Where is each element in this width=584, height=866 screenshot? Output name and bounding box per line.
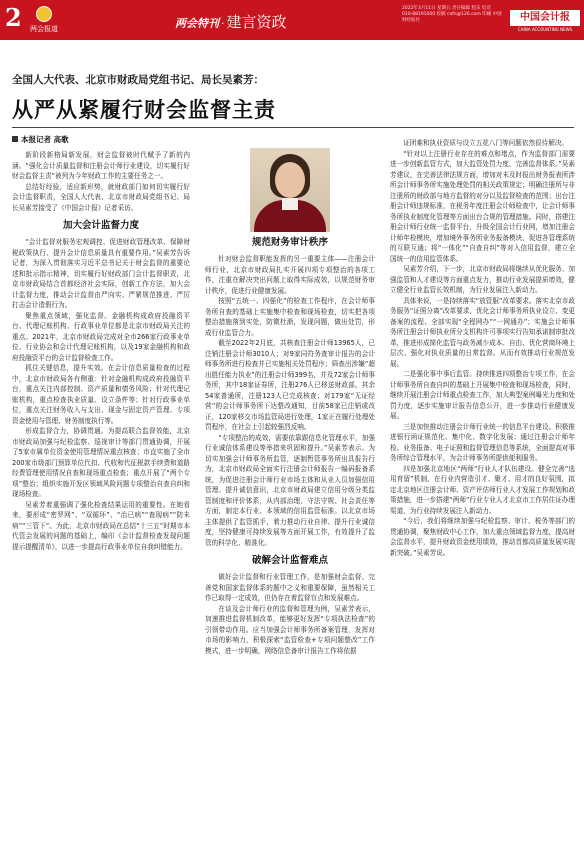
byline — [12, 134, 69, 145]
newspaper-logo-subtitle: CHINA ACCOUNTING NEWS — [517, 27, 573, 32]
portrait-photo — [250, 148, 330, 232]
paragraph: 做好会计监督和行业管理工作，是加强财会监督、完善党和国家监督体系的题中之义和重要保障，虽然相关工作已取得一定成效，但仍存在着监督盲点和发展难点。 — [205, 573, 375, 602]
section-heading: 规范财务审计秩序 — [251, 237, 328, 248]
paragraph: 证团难和执业资质与设立五花八门等问题依然很待解决。 — [403, 139, 569, 147]
paragraph: 按照“五统一、四强化”的检查工作程序，在会计师事务所自查的基础上实施集中检查和现场检查，切实把各项整治措施落到实处，防微杜渐，发现问题，做出处罚，形成行业监管合力。 — [205, 297, 375, 337]
page-header — [0, 0, 584, 40]
byline-text: 本报记者 高歌 — [21, 135, 69, 144]
paragraph: 具体来说，一是持续落实“放管服”改革要求。落实北京市政务服务“证照分离”改革要求，优化会计师事务所执业设立、变更备案的流程、全部实现“全程网办”“一网通办”；实施会计师事务所注册会计师执业所分支机构许可事项实行告知承诺制审批改革，推进形成简化监管与政务减少成本、自由、优化营商环境上层次、强化对执业质量的日常监督。从而有效推动行业规范发展。 — [390, 296, 575, 368]
title-rule — [12, 127, 574, 128]
separator-dot: · — [221, 17, 225, 30]
paragraph: 抓住关键信息，提升实效。在会计信息质量检查的过程中，北京市财政局各有侧重：针对金融机构成政府投融资平台，重点关注内部控制、资产质量和债务风险；针对代理记账机构，重点检查执业质量、设立条件等；针对行政事业单位，重点关注财务收入与支出、现金与固定资产管理、专项资金使用与管理、财务制度执行等。 — [12, 364, 190, 425]
article-kicker: 全国人大代表、北京市财政局党组书记、局长吴素芳： — [12, 74, 264, 86]
article-column-1 — [12, 150, 190, 552]
paragraph: 在谈及会计师行业的监督和管理为例，吴素芳表示，加速推进监督机制改革，能够更好发挥“专项执法检查”的引领带动作用。应当加强会计师事务所备案管理，发挥对市场的影响力，积极探索“监管检查+专项问题整改”工作模式，进一步明确，网络信息备审计报告工作将依据 — [205, 604, 375, 655]
special-issue-label: 两会特刊 — [175, 17, 219, 30]
newspaper-logo: 中国会计报 — [510, 10, 580, 26]
page-number: 2 — [5, 3, 22, 32]
byline-square-icon — [12, 136, 18, 142]
paragraph: 吴素芳介绍，下一步，北京市财政局将继续从优化服务、加强监管和人才建设等方面重点发力，推动行业发展提质增效，健立健全行业监管长效机制，为行业发展注入新动力。 — [390, 265, 575, 294]
section-label: 两会报道 — [30, 25, 58, 33]
article-column-3 — [390, 138, 575, 558]
paragraph: 二是强化事中事后监管。持续推进四项整治专项工作，在会计师事务所自查自纠的基础上开展集中检查和现场检查，同时，继续开展注册会计师重点检查工作，加大典型案例曝光力度和处罚力度，逐步实施审计报告信息公开，进一步推动行业健康发展。 — [390, 370, 575, 420]
paragraph: 四是加强北京地区“两师”行业人才队伍建设。健全完善“选用育留”机制，在行业内营造引才、聚才、用才的良好氛围，拟定北京地区注册会计师、资产评估师行业人才发展工作规划和政策措施，进一步搭建“两师”行业专业人才北京市工作居住证办理渠道，为行业持续发展注入新动力。 — [390, 464, 575, 515]
header-banner — [175, 11, 385, 33]
paragraph: “今后，我们将继续加强与纪检监察、审计、税务等部门的贯通协调，聚焦财政中心工作，加大重点领域监督力度，提高财会监督水平，提升财政资金使用绩效，推动首都高质量发展实现新突破。”吴素芳说。 — [390, 517, 575, 557]
paragraph: 聚焦重点领域，强化监督。金融机构成政府投融资平台、代理记账机构、行政事业单位都是北京市财政局关注的重点。2021年，北京市财政局完成对全市266家行政事业单位、行业协会和会计代理记账机构，以及19家金融机构和政府投融资平台的会计监督检查工作。 — [12, 311, 190, 362]
paragraph: 截至2022年2月底，共核查注册会计师13965人，已注销注册会计师3010人；对9家同符务查审计报告的会计师事务所进行检查并已实施相关处罚程序；筛查出涉嫌“超出胜任能力执业”的注册会计师399名，并及72家会计师事务所，其中18家证券所，注册276人已移送财政部，其余54家普通所，注册123人已完成核查；对179家“无证经营”的会计师事务所下达整改通知，目前58家已注销或改正，120家移交市场监管局进行处理，1家正在履行处理处罚程序，在社会上引起较强烈反响。 — [205, 339, 375, 431]
paragraph: 总结好经验，适应新形势，就财政部门如何切实履行好会计监督职责，全国人大代表、北京市财政局党组书记、局长吴素芳接受了《中国会计报》记者采访。 — [12, 182, 190, 212]
paragraph: 三是加快推动注册会计师行业统一的信息平台建设。积极推进银行函证规范化、集中化、数字化发展；通过注册会计师年检、业务报备、电子证照和监督管理信息等系统，全面提高对事务所综合管理水平，为会计师事务所提供便利服务。 — [390, 422, 575, 462]
portrait-face — [275, 162, 305, 198]
paragraph: 吴素芳着重强调了强化检查结果运用的重要性。在她看来，要形成“密罗网”、“双循环”、“治已病”“查现病”“防未病”“三管下”。为此，北京市财政局在总结“十三五”时期市本代管会发展的问题的基础上，编印《会计监督检查发现问题提示提醒清单》，以进一步提高行政事业单位自我纠错能力。 — [12, 500, 190, 551]
section-heading: 破解会计监督难点 — [251, 555, 328, 566]
paragraph: 新阶段新格局新发展，财会监督被时代赋予了新的内涵。“强化会计质量监督和注册会计师行业建设，切实履行好财会监督主责”被列为今年财政工作的主要任务之一。 — [12, 151, 190, 180]
topic-label: 建言资政 — [226, 13, 287, 31]
national-emblem-icon — [36, 6, 52, 22]
paragraph: “会计监督对服务宏观调控、促进财政管理改革、保障财税政策执行、提升会计信息质量具有重要作用。”吴素芳告诉记者，为深入贯彻落实习近平总书记关于财会监督的重要论述和批示指示精神，切实履行好财政部门会计监督职责，北京市财政局结合首都经济社会实际，创新工作方法，加大会计监督力度，推动会计监督由严向实、严紧规范推进、严厉打击会计造假行为。 — [12, 238, 190, 309]
paragraph: 形成监督合力，协调贯通。为提高联合监督效能，北京市财政局加强与纪检监察、巡视审计等部门贯通协调，开展了5家市属单位资金使用管理情况重点核查；市直实施了全市200家市级部门预算单位代扣、代收和代征税款手续费和道路经费管理使用情况自查和现场重点检查；重点开展了“两个专项”整治；组织实施开发区领域风险问题专项整治自查自纠和现场检查。 — [12, 427, 190, 498]
article-column-2 — [205, 230, 375, 656]
article-title: 从严从紧履行财会监督主责 — [12, 97, 276, 122]
section-heading: 加大会计监督力度 — [62, 220, 139, 231]
edition-meta: 2022年3月11日 星期五 责任编辑 程乐 电话 010-88191000 投稿 cafn@126.com 印刷 中国财经报社 — [402, 6, 502, 23]
paragraph: 针对财会监督职能发挥的另一重要主体——注册会计师行业，北京市财政局扎实开展四项专项整治的各项工作，注重在解决突出问题上取得实际成效，以规范财务审计秩序，促进行业健康发展。 — [205, 255, 375, 295]
portrait-collar — [282, 198, 298, 210]
paragraph: “针对以上注册行业存在的难点和堵点，作为监督部门需要进一步创新监管方式，加大监管处罚力度，完善监督体系。”吴素芳建议，在完善法律法规方面，增加对未及时报出财务报表所涉所会计师事务所实施处理处罚的相关政策规定；明确注册所与非注册所的财政部与地方监督的对分以及监督检查的范围；出台注册会计师违规标准，在税务年度注册会计师检查中，让会计师事务所执业制度化管理等方面出台合规的管理措施。同时，搭建注册会计师行业统一监督平台，升级全国会计行业网，增加注册会计师年检模块，增加境外事务所业务报备模块，促进各管理系统的互联互通；将“一体化”“自查自纠”等对入信用监督，建立全国统一的信用监管体系。 — [390, 149, 575, 263]
paragraph: “专项整治的成效，需要依靠跟信息化管理水平，加强行业诚信体系建设等举措来巩固和提升。”吴素芳表示。为切实加强会计师事务所监管，逐制暂管事务所出具报告行为，北京市财政局全面实行注册会计师报告一编码报备系统，为促进注册会计师行业市场主体和从业人员加强信用管理、提升诚信意识，北京市财政局建立信用分级分类监管制度和评价体系，从内部治理、守法守规、社会责任等方面，制定本行业、本领域的信用监管标准。以北京市场主体提供了监管抓手，着力推动行业自律、提升行业诚信度，坚持健康可持续发展等方面开展工作，有效提升了监管的科学化、精准化。 — [205, 433, 375, 547]
